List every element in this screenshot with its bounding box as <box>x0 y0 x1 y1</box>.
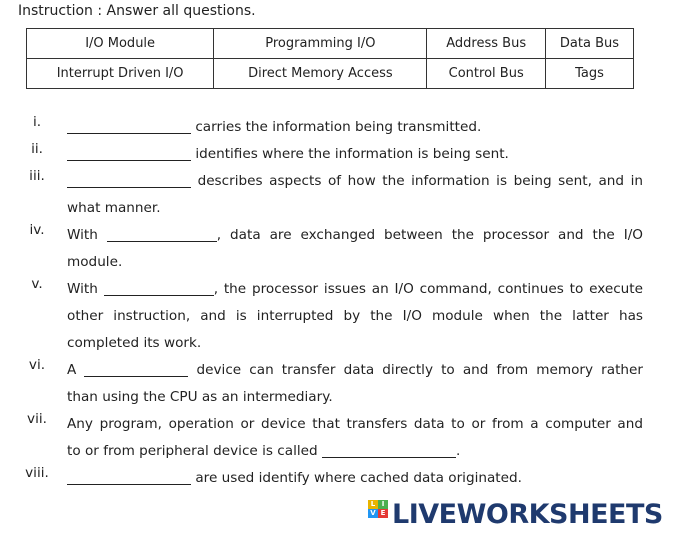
word-bank-row <box>27 29 634 59</box>
question-number: ii. <box>31 141 43 157</box>
logo-letter: I <box>378 500 388 509</box>
word-bank-cell: Data Bus <box>545 29 633 59</box>
question-text-cont: completed its work. <box>67 335 202 351</box>
question-text-cont: module. <box>67 254 123 270</box>
question-text: . <box>455 443 461 459</box>
question-text: describes aspects of how the information is being sent, and in <box>191 173 643 189</box>
answer-blank[interactable] <box>67 145 191 161</box>
answer-blank[interactable] <box>104 280 214 296</box>
question-text: Any program, operation or device that transfers data to or from a computer and <box>67 416 643 432</box>
answer-blank[interactable] <box>67 118 191 134</box>
instruction-text: Instruction : Answer all questions. <box>18 3 256 19</box>
word-bank-cell: Control Bus <box>427 59 545 89</box>
word-bank-table <box>26 28 634 89</box>
answer-blank[interactable] <box>67 172 191 188</box>
question-text-cont: than using the CPU as an intermediary. <box>67 389 333 405</box>
question-number: iv. <box>29 222 45 238</box>
question-text: With <box>67 227 107 243</box>
liveworksheets-logo <box>368 498 663 530</box>
question-text-cont: what manner. <box>67 200 161 216</box>
logo-letter: L <box>368 500 378 509</box>
word-bank-cell: Tags <box>545 59 633 89</box>
word-bank-cell: Address Bus <box>427 29 545 59</box>
question-text: , the processor issues an I/O command, continues to execute <box>213 281 643 297</box>
question-text: identifies where the information is being sent. <box>191 146 509 162</box>
question-text: , data are exchanged between the processor and the I/O <box>216 227 644 243</box>
word-bank-cell: Programming I/O <box>214 29 427 59</box>
question-text: to or from peripheral device is called <box>67 443 322 459</box>
logo-mark-icon <box>368 500 388 528</box>
question-number: viii. <box>25 465 49 481</box>
word-bank-cell: I/O Module <box>27 29 214 59</box>
logo-letter: V <box>368 509 378 518</box>
word-bank-cell: Interrupt Driven I/O <box>27 59 214 89</box>
word-bank-row <box>27 59 634 89</box>
question-text: A <box>67 362 85 378</box>
answer-blank[interactable] <box>84 361 188 377</box>
question-number: vi. <box>28 357 46 373</box>
question-text: device can transfer data directly to and from memory rather <box>188 362 643 378</box>
question-text: With <box>67 281 104 297</box>
logo-letter: E <box>378 509 388 518</box>
word-bank-cell: Direct Memory Access <box>214 59 427 89</box>
question-text-cont: other instruction, and is interrupted by the I/O module when the latter has <box>67 308 643 324</box>
question-number: iii. <box>29 168 45 184</box>
answer-blank[interactable] <box>107 226 217 242</box>
question-number: v. <box>31 276 43 292</box>
question-number: vii. <box>27 411 47 427</box>
question-number: i. <box>32 114 42 130</box>
answer-blank[interactable] <box>67 469 191 485</box>
answer-blank[interactable] <box>322 442 456 458</box>
question-text: carries the information being transmitted. <box>191 119 482 135</box>
logo-text: LIVEWORKSHEETS <box>392 498 663 530</box>
question-text: are used identify where cached data originated. <box>191 470 522 486</box>
